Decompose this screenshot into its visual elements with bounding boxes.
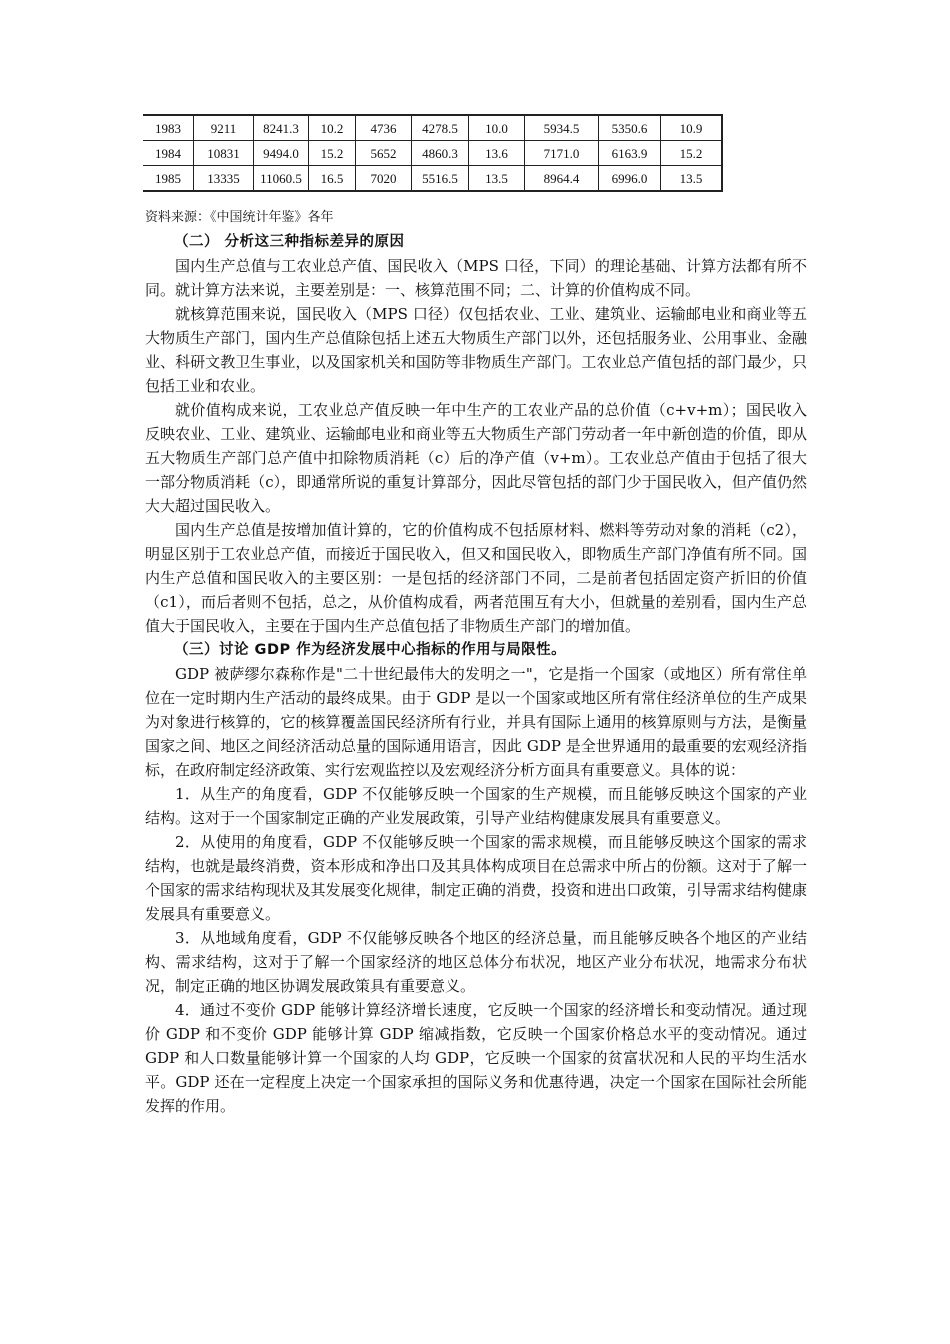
table-cell: 7020 <box>356 166 412 192</box>
table-cell: 1984 <box>143 141 194 166</box>
paragraph: GDP 被萨缪尔森称作是"二十世纪最伟大的发明之一"，它是指一个国家（或地区）所有常住单位在一定时期内生产活动的最终成果。由于 GDP 是以一个国家或地区所有常住经济单位的生产成果为对象进行核算的，它的核算覆盖国民经济所有行业，并具有国际上通用的核算原则与方法，是衡量国家之间、地区之间经济活动总量的国际通用语言，因此 GDP 是全世界通用的最重要的宏观经济指标，在政府制定经济政策、实行宏观监控以及宏观经济分析方面具有重要意义。具体的说： <box>145 665 807 779</box>
paragraph: 国内生产总值与工农业总产值、国民收入（MPS 口径，下同）的理论基础、计算方法都有所不同。就计算方法来说，主要差别是：一、核算范围不同；二、计算的价值构成不同。 <box>145 257 807 299</box>
table-cell: 10.0 <box>469 115 525 141</box>
section-heading <box>145 230 807 254</box>
table-cell: 15.2 <box>309 141 356 166</box>
table-cell: 4860.3 <box>412 141 469 166</box>
table-cell: 6996.0 <box>599 166 661 192</box>
table-cell: 5934.5 <box>525 115 599 141</box>
table-cell: 8241.3 <box>254 115 309 141</box>
table-cell: 6163.9 <box>599 141 661 166</box>
table-row <box>143 166 722 192</box>
table-cell: 10.2 <box>309 115 356 141</box>
table-cell: 13.5 <box>469 166 525 192</box>
table-cell: 8964.4 <box>525 166 599 192</box>
paragraph: 就价值构成来说，工农业总产值反映一年中生产的工农业产品的总价值（c+v+m）；国民收入反映农业、工业、建筑业、运输邮电业和商业等五大物质生产部门劳动者一年中新创造的价值，即从五大物质生产部门总产值中扣除物质消耗（c）后的净产值（v+m）。工农业总产值由于包括了很大一部分物质消耗（c），即通常所说的重复计算部分，因此尽管包括的部门少于国民收入，但产值仍然大大超过国民收入。 <box>145 401 807 515</box>
section-heading-text: （二） 分析这三种指标差异的原因 <box>174 234 405 250</box>
list-item: 4．通过不变价 GDP 能够计算经济增长速度，它反映一个国家的经济增长和变动情况。通过现价 GDP 和不变价 GDP 能够计算 GDP 缩减指数，它反映一个国家价格总水平的变动情况。通过 GDP 和人口数量能够计算一个国家的人均 GDP，它反映一个国家的贫富状况和人民的平均生活水平。GDP 还在一定程度上决定一个国家承担的国际义务和优惠待遇，决定一个国家在国际社会所能发挥的作用。 <box>145 1001 807 1115</box>
table-cell: 4278.5 <box>412 115 469 141</box>
body-text <box>145 230 807 1118</box>
table-cell: 5516.5 <box>412 166 469 192</box>
table-cell: 1983 <box>143 115 194 141</box>
table-cell: 10831 <box>194 141 254 166</box>
list-item: 2．从使用的角度看，GDP 不仅能够反映一个国家的需求规模，而且能够反映这个国家的需求结构，也就是最终消费，资本形成和净出口及其具体构成项目在总需求中所占的份额。这对于了解一个国家的需求结构现状及其发展变化规律，制定正确的消费，投资和进出口政策，引导需求结构健康发展具有重要意义。 <box>145 833 807 923</box>
paragraph: 国内生产总值是按增加值计算的，它的价值构成不包括原材料、燃料等劳动对象的消耗（c2），明显区别于工农业总产值，而接近于国民收入，但又和国民收入，即物质生产部门净值有所不同。国内生产总值和国民收入的主要区别：一是包括的经济部门不同，二是前者包括固定资产折旧的价值（c1），而后者则不包括，总之，从价值构成看，两者范围互有大小，但就量的差别看，国内生产总值大于国民收入，主要在于国内生产总值包括了非物质生产部门的增加值。 <box>145 521 807 635</box>
section-heading <box>145 638 807 662</box>
table-cell: 13.6 <box>469 141 525 166</box>
table-cell: 4736 <box>356 115 412 141</box>
table-cell: 11060.5 <box>254 166 309 192</box>
table-cell: 15.2 <box>661 141 723 166</box>
table-cell: 13335 <box>194 166 254 192</box>
statistics-table <box>143 114 723 192</box>
list-item: 1．从生产的角度看，GDP 不仅能够反映一个国家的生产规模，而且能够反映这个国家的产业结构。这对于一个国家制定正确的产业发展政策，引导产业结构健康发展具有重要意义。 <box>145 785 807 827</box>
table-cell: 5350.6 <box>599 115 661 141</box>
table-cell: 13.5 <box>661 166 723 192</box>
paragraph: 就核算范围来说，国民收入（MPS 口径）仅包括农业、工业、建筑业、运输邮电业和商业等五大物质生产部门，国内生产总值除包括上述五大物质生产部门以外，还包括服务业、公用事业、金融业、科研文教卫生事业，以及国家机关和国防等非物质生产部门。工农业总产值包括的部门最少，只包括工业和农业。 <box>145 305 807 395</box>
table-cell: 9211 <box>194 115 254 141</box>
list-item: 3．从地域角度看，GDP 不仅能够反映各个地区的经济总量，而且能够反映各个地区的产业结构、需求结构，这对于了解一个国家经济的地区总体分布状况，地区产业分布状况，地需求分布状况，制定正确的地区协调发展政策具有重要意义。 <box>145 929 807 995</box>
table-cell: 1985 <box>143 166 194 192</box>
section-heading-text: （三）讨论 GDP 作为经济发展中心指标的作用与局限性。 <box>174 642 567 658</box>
table-cell: 10.9 <box>661 115 723 141</box>
table-cell: 7171.0 <box>525 141 599 166</box>
table-cell: 5652 <box>356 141 412 166</box>
table-row <box>143 115 722 141</box>
table-cell: 16.5 <box>309 166 356 192</box>
table-cell: 9494.0 <box>254 141 309 166</box>
table-row <box>143 141 722 166</box>
source-note: 资料来源：《中国统计年鉴》各年 <box>145 210 334 225</box>
